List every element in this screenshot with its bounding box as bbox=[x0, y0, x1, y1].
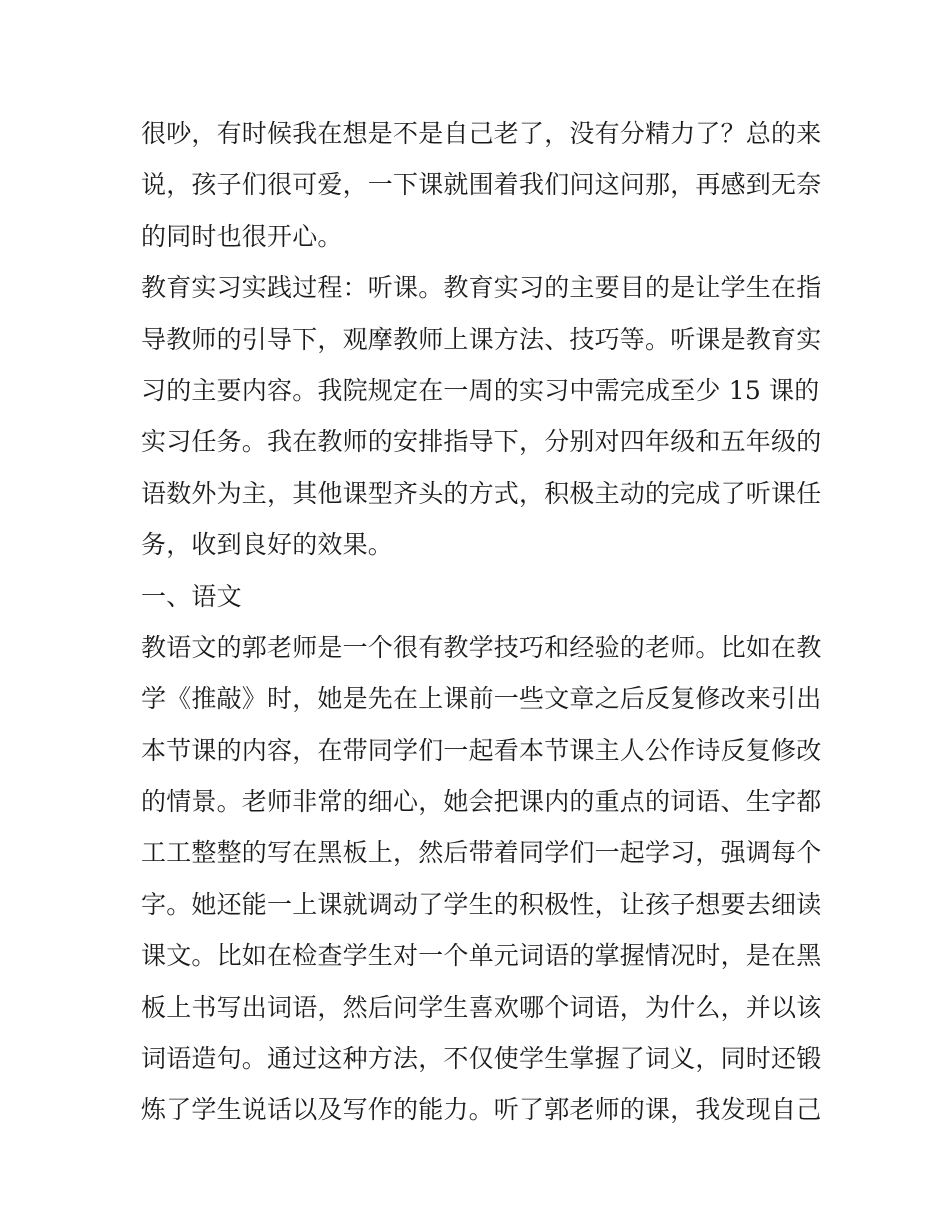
text-line: 语数外为主，其他课型齐头的方式，积极主动的完成了听课任 bbox=[141, 478, 822, 508]
text-line: 板上书写出词语，然后问学生喜欢哪个词语，为什么，并以该 bbox=[141, 992, 822, 1022]
text-line: 实习任务。我在教师的安排指导下，分别对四年级和五年级的 bbox=[141, 427, 822, 457]
text-line: 工工整整的写在黑板上，然后带着同学们一起学习，强调每个 bbox=[141, 838, 822, 868]
body-text bbox=[141, 108, 821, 1136]
text-line: 习的主要内容。我院规定在一周的实习中需完成至少 15 课的 bbox=[141, 375, 820, 405]
text-line: 课文。比如在检查学生对一个单元词语的掌握情况时，是在黑 bbox=[141, 941, 822, 971]
text-line: 学《推敲》时，她是先在上课前一些文章之后反复修改来引出 bbox=[141, 684, 822, 714]
text-line: 字。她还能一上课就调动了学生的积极性，让孩子想要去细读 bbox=[141, 889, 822, 919]
text-line: 本节课的内容，在带同学们一起看本节课主人公作诗反复修改 bbox=[141, 735, 822, 765]
text-line: 说，孩子们很可爱，一下课就围着我们问这问那，再感到无奈 bbox=[141, 170, 822, 200]
text-line: 导教师的引导下，观摩教师上课方法、技巧等。听课是教育实 bbox=[141, 324, 822, 354]
text-line: 炼了学生说话以及写作的能力。听了郭老师的课，我发现自己 bbox=[141, 1095, 822, 1125]
text-line: 务，收到良好的效果。 bbox=[141, 530, 394, 560]
text-line: 的同时也很开心。 bbox=[141, 221, 343, 251]
text-line: 词语造句。通过这种方法，不仅使学生掌握了词义，同时还锻 bbox=[141, 1044, 822, 1074]
text-line: 很吵，有时候我在想是不是自己老了，没有分精力了？总的来 bbox=[141, 119, 822, 148]
text-line: 教语文的郭老师是一个很有教学技巧和经验的老师。比如在教 bbox=[141, 632, 822, 662]
section-heading: 一、语文 bbox=[141, 581, 242, 611]
text-line: 的情景。老师非常的细心，她会把课内的重点的词语、生字都 bbox=[141, 787, 822, 817]
text-line: 教育实习实践过程：听课。教育实习的主要目的是让学生在指 bbox=[141, 273, 822, 303]
